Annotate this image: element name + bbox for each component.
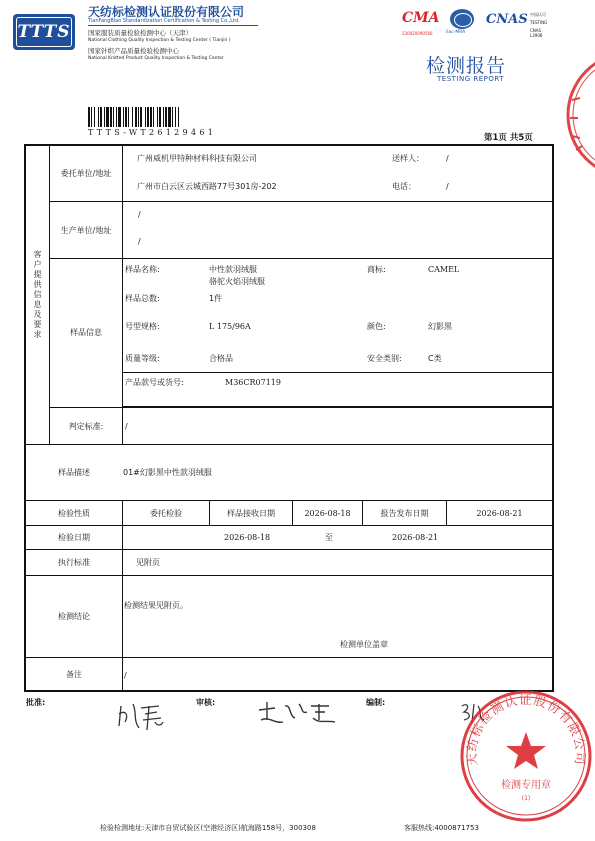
standard-value: 见附页: [136, 558, 160, 567]
producer-label: 生产单位/地址: [60, 225, 112, 235]
barcode: [88, 107, 220, 127]
reviewer-signature: [255, 698, 345, 728]
nature-value: 委托检验: [150, 508, 182, 518]
ilac-label: ilac-MRA: [446, 30, 466, 35]
center2-en: National Knitted Product Quality Inspection & Testing Center: [88, 56, 224, 61]
receive-value: 2026-08-18: [304, 508, 351, 518]
entrust-name: 广州威机甲特种材料科技有限公司: [137, 153, 257, 163]
desc-label: 样品描述: [58, 468, 90, 477]
stamp-sub-text: (1): [521, 795, 531, 802]
logo-text: TTTS: [17, 22, 71, 42]
conclusion-value: 检测结果见附页。: [124, 600, 188, 610]
remark-label: 备注: [66, 669, 82, 679]
article-label: 产品款号或货号:: [125, 377, 184, 387]
sample-name-label: 样品名称:: [125, 264, 160, 274]
sample-count-label: 样品总数:: [125, 293, 160, 303]
phone-value: /: [446, 181, 449, 191]
remark-value: /: [124, 670, 127, 680]
safety-value: C类: [428, 353, 442, 363]
ilac-mark: [446, 9, 480, 37]
company-name-en: TianFangBiao Standardization Certification & Testing Co.,Ltd.: [88, 18, 240, 24]
client-section-label: 客户提供信息及要求: [33, 250, 42, 340]
model-label: 号型规格:: [125, 321, 160, 331]
color-value: 幻影黑: [428, 321, 452, 331]
ttts-logo: [13, 14, 75, 50]
criteria-label: 判定标准:: [68, 421, 104, 431]
desc-value: 01#幻影黑中性款羽绒服: [123, 467, 212, 477]
seal-label: 检测单位盖章: [340, 639, 388, 649]
sample-info-label: 样品信息: [70, 328, 102, 337]
sample-count-value: 1件: [209, 293, 223, 303]
standard-label: 执行标准: [58, 558, 90, 567]
sample-name-line1: 中性款羽绒服: [209, 264, 257, 274]
partial-seal-stamp: [560, 40, 595, 190]
brand-label: 商标:: [367, 264, 386, 274]
sender-value: /: [446, 153, 449, 163]
date-label: 检验日期: [58, 533, 90, 542]
stamp-ring-text: 天纺标检测认证股份有限公司: [463, 692, 589, 767]
page-info: 第1页 共5页: [484, 133, 533, 143]
color-label: 颜色:: [367, 321, 386, 331]
cnas-label: CNAS: [486, 12, 528, 27]
issue-value: 2026-08-21: [476, 508, 523, 518]
date-to: 2026-08-21: [392, 533, 439, 542]
review-label: 审核:: [196, 698, 216, 707]
report-title-en: TESTING REPORT: [437, 75, 505, 83]
report-number: TTTS-WT26129461: [88, 128, 217, 137]
cma-number: 230020090566: [402, 31, 433, 36]
issue-label: 报告发布日期: [380, 508, 429, 518]
center2-cn: 国家针织产品质量检验检测中心: [88, 47, 179, 55]
approver-signature: [115, 700, 171, 732]
company-name-cn: 天纺标检测认证股份有限公司: [88, 5, 245, 19]
report-title-cn: 检测报告: [426, 55, 507, 77]
cma-mark: [402, 10, 438, 38]
sample-name-line2: 骆驼火焰羽绒服: [209, 276, 265, 286]
conclusion-label: 检测结论: [58, 612, 90, 621]
footer-hotline: 客服热线:4000871753: [404, 824, 479, 832]
center1-cn: 国家服装质量检验检测中心（天津）: [88, 29, 192, 37]
entrust-address: 广州市白云区云城西路77号301房-202: [137, 181, 277, 191]
cnas-sub: TESTING: [530, 20, 548, 25]
model-value: L 175/96A: [209, 321, 251, 331]
criteria-value: /: [125, 421, 128, 431]
stamp-center-text: 检测专用章: [501, 780, 551, 791]
cnas-cn: 中国认可: [530, 12, 546, 17]
compile-label: 编制:: [366, 698, 386, 707]
sender-label: 送样人：: [392, 153, 424, 163]
approve-label: 批准:: [26, 698, 46, 707]
center1-en: National Clothing Quality Inspection & Testing Center ( Tianjin ): [88, 38, 231, 43]
article-value: M36CR07119: [225, 377, 281, 387]
testing-seal-stamp: [458, 688, 594, 824]
entrust-label: 委托单位/地址: [60, 169, 112, 178]
cma-label: CMA: [402, 10, 440, 26]
safety-label: 安全类别:: [367, 353, 402, 363]
receive-label: 样品接收日期: [227, 508, 275, 518]
producer-name: /: [138, 209, 141, 219]
date-from: 2026-08-18: [224, 533, 271, 542]
nature-label: 检验性质: [58, 508, 90, 518]
brand-value: CAMEL: [428, 264, 460, 274]
date-to-label: 至: [325, 533, 333, 542]
footer-address: 检验检测地址:天津市自贸试验区(空港经济区)航海路158号，300308: [100, 824, 316, 832]
grade-label: 质量等级:: [125, 353, 160, 363]
producer-address: /: [138, 236, 141, 246]
phone-label: 电话：: [392, 181, 416, 191]
cnas-mark: [486, 10, 554, 38]
cnas-number: CNAS L3908: [530, 28, 543, 38]
grade-value: 合格品: [209, 353, 233, 363]
